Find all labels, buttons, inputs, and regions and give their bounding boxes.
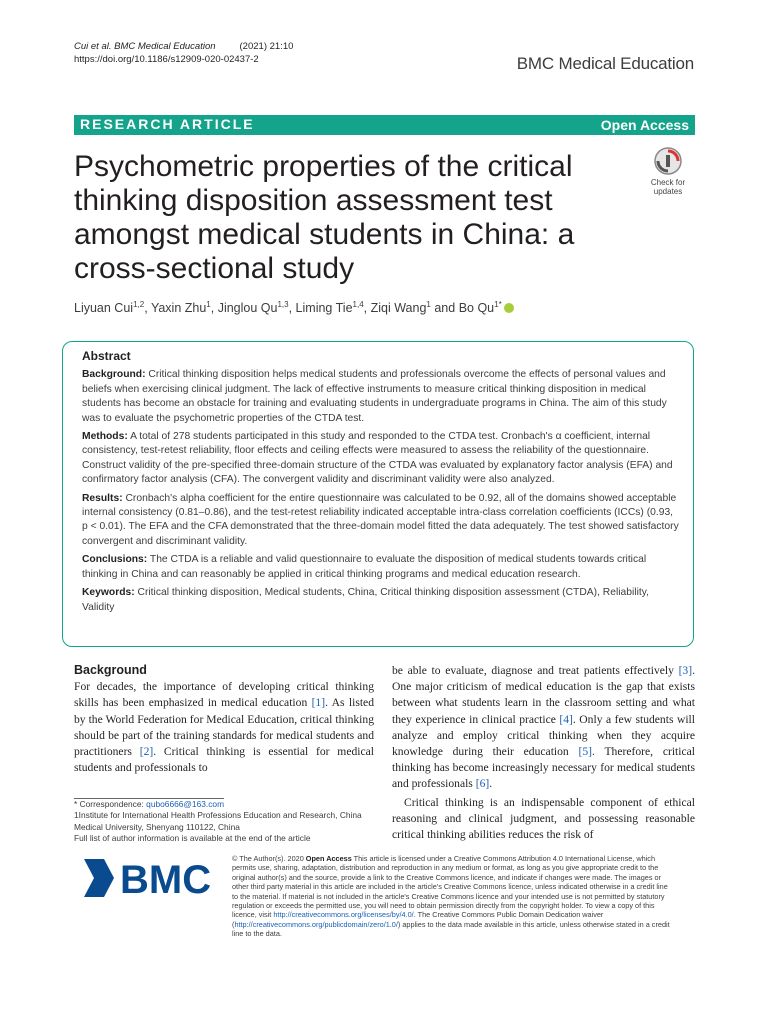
reference-link[interactable]: [5]: [578, 745, 593, 759]
author-name[interactable]: Yaxin Zhu$^1$: [150, 300, 211, 316]
cc-by-link[interactable]: http://creativecommons.org/licenses/by/4.0/: [273, 910, 414, 920]
reference-link[interactable]: [4]: [559, 712, 573, 726]
open-access-label: Open Access: [600, 117, 689, 133]
affiliation-note: 1Institute for International Health Professions Education and Research, China Medical University, Shenyang 110122, China: [74, 810, 362, 832]
bmc-logo: [80, 853, 215, 903]
author-affiliation: 1: [426, 300, 431, 309]
author-name[interactable]: Ziqi Wang$^1$: [370, 300, 431, 316]
author-name[interactable]: Bo $Qu^{1*}$: [458, 300, 502, 316]
journal-name: BMC Medical Education: [516, 54, 694, 73]
author-affiliation: 1: [206, 300, 211, 309]
abstract-background: Background: Critical thinking disposition helps medical students and professionals overcome the effects of personal values and beliefs when exercising clinical judgment. The lack of effective instruments to measure critical thinking disposition in medical students has become an obstacle for training and evaluating students in undergraduate programs in China. The aim of this study was to evaluate the psychometric properties of the CTDA test.: [82, 369, 667, 424]
author-affiliation: 1,2: [133, 300, 145, 309]
check-updates-label: Check for updates: [650, 178, 686, 196]
orcid-icon[interactable]: [504, 303, 514, 313]
abstract-heading: Abstract: [82, 349, 131, 363]
author-affiliation: 1*: [494, 300, 502, 309]
footnotes: [74, 799, 374, 845]
abstract-box: [62, 341, 694, 647]
correspondence-email[interactable]: qubo6666@163.com: [146, 799, 225, 809]
check-for-updates-badge[interactable]: [640, 146, 696, 202]
reference-link[interactable]: [1]: [311, 696, 326, 710]
abstract-keywords: Keywords: Critical thinking disposition, Medical students, China, Critical thinking disposition assessment (CTDA), Reliability, Validity: [82, 587, 649, 613]
reference-link[interactable]: [3]: [678, 664, 693, 677]
body-paragraph-1-cont: be able to evaluate, diagnose and treat patients effectively [3]. One major criticism of medical education is the gap that exists between what students learn in the classroom setting and what they experience in clinical practice [4]. Only a few students will analyze and employ critical thinking when they acquire knowledge during their education [5]. Therefore, critical thinking has become increasingly necessary for medical students and professionals [6].: [392, 664, 695, 791]
citation-authors: Cui et al. BMC Medical Education: [74, 41, 216, 52]
body-left-column: [74, 662, 374, 776]
article-type-banner: [74, 115, 695, 135]
reference-link[interactable]: [2]: [139, 745, 154, 759]
cc-zero-link[interactable]: http://creativecommons.org/publicdomain/zero/1.0/: [234, 919, 398, 929]
author-name[interactable]: Liming Tie$^{1,4}$: [295, 300, 364, 316]
correspondence-label: * Correspondence:: [74, 799, 147, 809]
bmc-logo-text: BMC: [120, 858, 212, 902]
body-paragraph-1: For decades, the importance of developing critical thinking skills has been emphasized in medical education [1]. As listed by the World Federation for Medical Education, critical thinking should be part of the training standards for medical students and practitioners [2]. Critical thinking is essential for medical students and professionals to: [74, 680, 374, 775]
author-affiliation: 1,4: [352, 300, 364, 309]
author-name[interactable]: Jinglou Qu$^{1,3}$: [217, 300, 289, 316]
author-name[interactable]: Liyuan Cui$^{1,2}$: [74, 300, 145, 316]
citation-year: (2021) 21:10: [239, 41, 294, 52]
abstract-conclusions: Conclusions: The CTDA is a reliable and valid questionnaire to evaluate the disposition of medical students towards critical thinking in China and can reasonably be applied in critical thinking programs and medical education research.: [82, 554, 647, 580]
author-affiliation: 1,3: [277, 300, 289, 309]
abstract-methods: Methods: A total of 278 students participated in this study and responded to the CTDA test. Cronbach's α coefficient, internal consistency, test-retest reliability, floor effects and ceiling effects were measured to assess the reliability of the questionnaire. Construct validity of the pre-specified three-domain structure of the CTDA was evaluated by explanatory factor analysis (EFA) and confirmatory factor analysis (CFA). The convergent validity and discriminant validity were also analyzed.: [82, 431, 673, 486]
doi-link[interactable]: https://doi.org/10.1186/s12909-020-02437-2: [74, 54, 259, 65]
reference-link[interactable]: [6]: [475, 777, 490, 791]
section-heading-background: Background: [74, 663, 147, 677]
check-updates-icon: [648, 146, 688, 176]
abstract-results: Results: Cronbach's alpha coefficient for the entire questionnaire was calculated to be 0.92, all of the domains showed acceptable internal consistency (0.81–0.86), and the test-retest reliability indicated acceptable intra-class correlation coefficients (ICCs) (0.93, p < 0.01). The EFA and the CFA demonstrated that the three-domain model fitted the data adequately. The test showed satisfactory convergent and discriminant validity.: [82, 492, 679, 547]
author-info-note: Full list of author information is available at the end of the article: [74, 833, 311, 844]
citation-header: [74, 40, 293, 66]
author-list: Liyuan Cui$^{1,2}$, Yaxin Zhu$^1$, Jinglou Qu$^{1,3}$, Liming Tie$^{1,4}$, Ziqi Wang$^1$ and Bo $Qu^{1*}$: [74, 296, 714, 317]
body-right-column: [392, 663, 695, 843]
license-statement: © The Author(s). 2020 Open Access This article is licensed under a Creative Commons Attribution 4.0 International License, which permits use, sharing, adaptation, distribution and reproduction in any medium or format, as long as you give appropriate credit to the original author(s) and the source, provide a link to the Creative Commons licence, and indicate if changes were made. The images or other third party material in this article are included in the article's Creative Commons licence, unless indicated otherwise in a credit line to the material. If material is not included in the article's Creative Commons licence and your intended use is not permitted by statutory regulation or exceeds the permitted use, you will need to obtain permission directly from the copyright holder. To view a copy of this licence, visit http://creativecommons.org/licenses/by/4.0/. The Creative Commons Public Domain Dedication waiver (http://creativecommons.org/publicdomain/zero/1.0/) applies to the data made available in this article, unless otherwise stated in a credit line to the data.: [232, 854, 670, 939]
body-paragraph-2: Critical thinking is an indispensable component of ethical reasoning and clinical judgment, and possessing reasonable critical thinking abilities reduces the risk of: [392, 795, 695, 842]
article-title: Psychometric properties of the critical thinking disposition assessment test amongst medical students in China: a cross-sectional study: [74, 150, 575, 285]
article-type-label: RESEARCH ARTICLE: [80, 116, 255, 132]
